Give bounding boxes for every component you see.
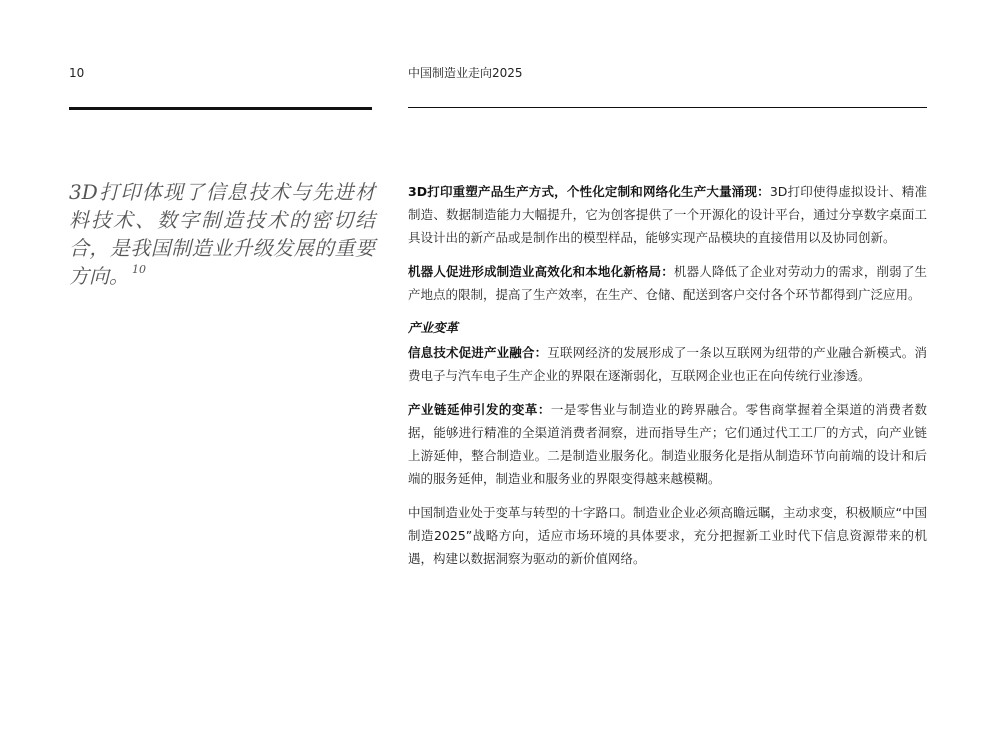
- paragraph-lead: 信息技术促进产业融合：: [408, 345, 548, 360]
- paragraph-conclusion: [408, 501, 927, 570]
- paragraph-lead: 产业链延伸引发的变革：: [408, 402, 551, 417]
- paragraph-value-chain: [408, 398, 927, 490]
- main-text: [408, 180, 927, 570]
- paragraph-industry-fusion: [408, 341, 927, 387]
- running-title: 中国制造业走向2025: [408, 66, 523, 80]
- section-heading: 产业变革: [408, 320, 459, 335]
- paragraph-body: 互联网经济的发展形成了一条以互联网为纽带的产业融合新模式。消费电子与汽车电子生产企业的界限在逐渐弱化，互联网企业也正在向传统行业渗透。: [408, 345, 927, 383]
- header-rule-left: [69, 107, 372, 110]
- paragraph-body: 3D打印使得虚拟设计、精准制造、数据制造能力大幅提升，它为创客提供了一个开源化的设计平台，通过分享数字桌面工具设计出的新产品或是制作出的模型样品，能够实现产品模块的直接借用以及协同创新。: [408, 184, 927, 245]
- paragraph-body: 中国制造业处于变革与转型的十字路口。制造业企业必须高瞻远瞩，主动求变，积极顺应“中国制造2025”战略方向，适应市场环境的具体要求，充分把握新工业时代下信息资源带来的机遇，构建以数据洞察为驱动的新价值网络。: [408, 505, 927, 566]
- paragraph-robots: [408, 260, 927, 306]
- paragraph-lead: 3D打印重塑产品生产方式，个性化定制和网络化生产大量涌现：: [408, 184, 770, 199]
- pull-quote-footnote: 10: [132, 263, 146, 277]
- pull-quote-text: 3D打印体现了信息技术与先进材料技术、数字制造技术的密切结合，是我国制造业升级发展的重要方向。: [69, 180, 375, 288]
- paragraph-body: 一是零售业与制造业的跨界融合。零售商掌握着全渠道的消费者数据，能够进行精准的全渠道消费者洞察，进而指导生产；它们通过代工工厂的方式，向产业链上游延伸，整合制造业。二是制造业服务化。制造业服务化是指从制造环节向前端的设计和后端的服务延伸，制造业和服务业的界限变得越来越模糊。: [408, 402, 927, 486]
- page-number: 10: [69, 66, 85, 80]
- paragraph-lead: 机器人促进形成制造业高效化和本地化新格局：: [408, 264, 674, 279]
- header-rule-right: [408, 107, 927, 108]
- pull-quote: [69, 178, 375, 290]
- paragraph-body: 机器人降低了企业对劳动力的需求，削弱了生产地点的限制，提高了生产效率，在生产、仓储、配送到客户交付各个环节都得到广泛应用。: [408, 264, 927, 302]
- paragraph-3d-printing: [408, 180, 927, 249]
